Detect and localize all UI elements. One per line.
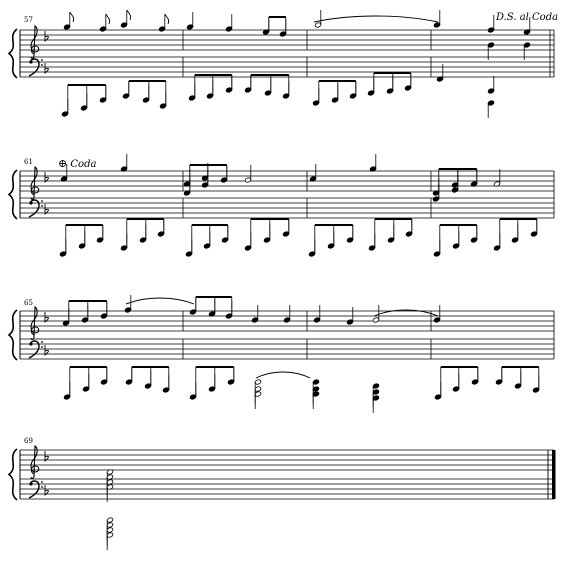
treble-clef-icon <box>31 307 39 339</box>
bass-clef-dot <box>41 346 43 348</box>
note-flag <box>127 10 131 20</box>
flat-sign-icon <box>45 31 48 41</box>
tie-slur <box>314 16 438 22</box>
note-flag <box>106 14 110 24</box>
tie-slur <box>126 298 194 304</box>
system-3 <box>9 307 554 360</box>
bass-clef-dot <box>41 59 43 61</box>
brace <box>9 170 17 219</box>
coda-icon: ⊕ <box>58 157 68 170</box>
note-flag <box>70 12 74 22</box>
note-flag <box>165 14 169 24</box>
system-2 <box>9 167 554 219</box>
bass-clef-dot <box>29 342 32 345</box>
treble-clef-icon <box>31 167 39 199</box>
flat-sign-icon <box>45 172 48 182</box>
bass-clef-dot <box>41 205 43 207</box>
coda-label: Coda <box>70 159 97 170</box>
treble-clef-icon <box>31 26 39 58</box>
flat-sign-icon <box>45 485 48 495</box>
measure-number-69: 69 <box>24 437 33 445</box>
measure-number-57: 57 <box>24 16 33 24</box>
bass-clef-dot <box>29 482 32 485</box>
treble-clef-icon <box>31 446 39 478</box>
flat-sign-icon <box>45 63 48 73</box>
final-barline-thick <box>552 450 556 499</box>
coda-direction <box>58 157 96 170</box>
bass-clef-dot <box>29 201 32 204</box>
flat-sign-icon <box>45 345 48 355</box>
brace <box>9 29 17 78</box>
ds-al-coda-direction: D.S. al Coda <box>496 12 559 23</box>
measure-number-61: 61 <box>24 158 33 166</box>
bass-clef-dot <box>41 486 43 488</box>
system-4 <box>9 446 556 500</box>
brace <box>9 449 17 500</box>
bass-clef-dot <box>41 64 43 66</box>
flat-sign-icon <box>45 204 48 214</box>
bass-clef-dot <box>41 341 43 343</box>
flat-sign-icon <box>45 312 48 322</box>
brace <box>9 310 17 360</box>
bass-clef-dot <box>41 200 43 202</box>
bass-clef-dot <box>41 481 43 483</box>
tie-slur <box>256 372 310 378</box>
measure-number-65: 65 <box>24 299 33 307</box>
bass-clef-dot <box>29 60 32 63</box>
flat-sign-icon <box>45 451 48 461</box>
